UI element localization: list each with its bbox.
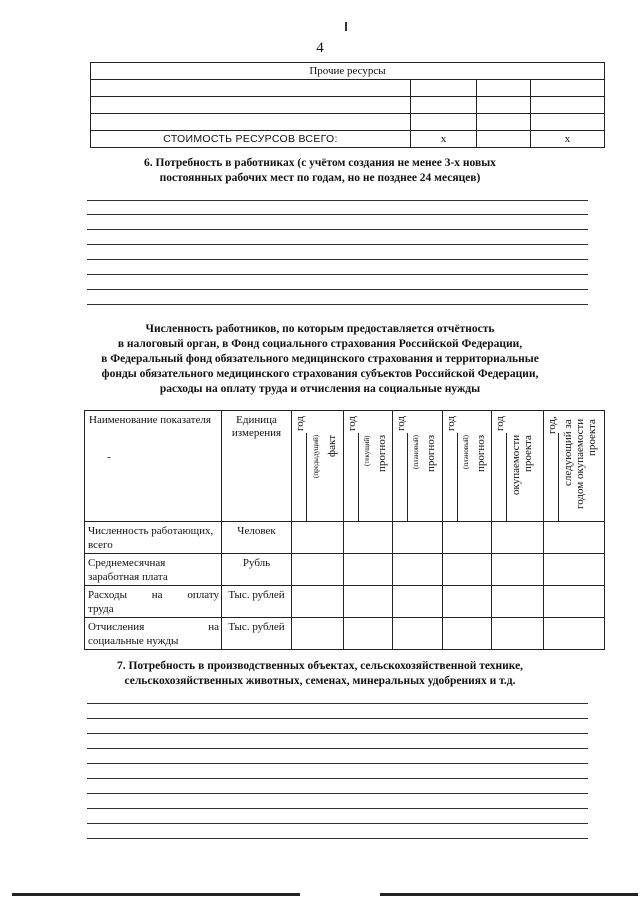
scan-mark [345, 22, 347, 31]
table-row: Отчисления на социальные нужды Тыс. рублей [85, 618, 605, 650]
other-resources-label: Прочие ресурсы [91, 63, 605, 80]
scan-edge-gap [300, 892, 380, 897]
year-header: год (предыдущий) факт [292, 411, 344, 522]
table-row: Расходы на оплату труда Тыс. рублей [85, 586, 605, 618]
table-row [91, 114, 605, 131]
page-number: 4 [316, 40, 324, 56]
header-row [85, 411, 605, 522]
unit-header: Единица измерения [222, 411, 292, 522]
year-header: год (плановый) прогноз [443, 411, 492, 522]
total-mark: х [411, 131, 477, 148]
fill-line[interactable] [87, 823, 588, 824]
fill-line[interactable] [87, 259, 588, 260]
fill-line[interactable] [87, 703, 588, 704]
fill-line[interactable] [87, 229, 588, 230]
table-row: Численность работающих, всего Человек [85, 522, 605, 554]
table-row [91, 97, 605, 114]
total-label: СТОИМОСТЬ РЕСУРСОВ ВСЕГО: [91, 131, 411, 148]
fill-line[interactable] [87, 200, 588, 201]
fill-line[interactable] [87, 838, 588, 839]
year-header: год окупаемости проекта [492, 411, 544, 522]
resources-table [90, 62, 605, 148]
total-mark: х [531, 131, 605, 148]
staff-heading: Численность работников, по которым предоставляется отчётность в налоговый орган, в Фонд социального страхования Российской Федерации, в Федеральный фонд обязательного медицинского страхования и территориальные фонды обязательного медицинского страхования субъектов Российской Федерации, расходы на оплату труда и отчисления на социальные нужды [101, 323, 539, 395]
year-header: год (текущий) прогноз [344, 411, 393, 522]
indicator-name-header: Наименование показателя - [85, 411, 222, 522]
section7-heading: 7. Потребность в производственных объектах, сельскохозяйственной технике, сельскохозяйственных животных, семенах, минеральных удобрениях и т.д. [116, 660, 524, 687]
fill-line[interactable] [87, 274, 588, 275]
fill-line[interactable] [87, 808, 588, 809]
staff-table [84, 410, 605, 650]
fill-line[interactable] [87, 733, 588, 734]
year-header: год (плановый) прогноз [393, 411, 443, 522]
table-row [91, 80, 605, 97]
fill-line[interactable] [87, 778, 588, 779]
total-row [91, 131, 605, 148]
fill-line[interactable] [87, 289, 588, 290]
fill-line[interactable] [87, 304, 588, 305]
fill-line[interactable] [87, 748, 588, 749]
fill-line[interactable] [87, 244, 588, 245]
fill-line[interactable] [87, 718, 588, 719]
fill-line[interactable] [87, 793, 588, 794]
fill-line[interactable] [87, 763, 588, 764]
year-header: год, следующий за годом окупаемости проекта [544, 411, 605, 522]
table-row: Среднемесячная заработная плата Рубль [85, 554, 605, 586]
section6-heading: 6. Потребность в работниках (с учётом создания не менее 3-х новых постоянных рабочих мест по годам, но не позднее 24 месяцев) [144, 157, 496, 184]
fill-line[interactable] [87, 214, 588, 215]
